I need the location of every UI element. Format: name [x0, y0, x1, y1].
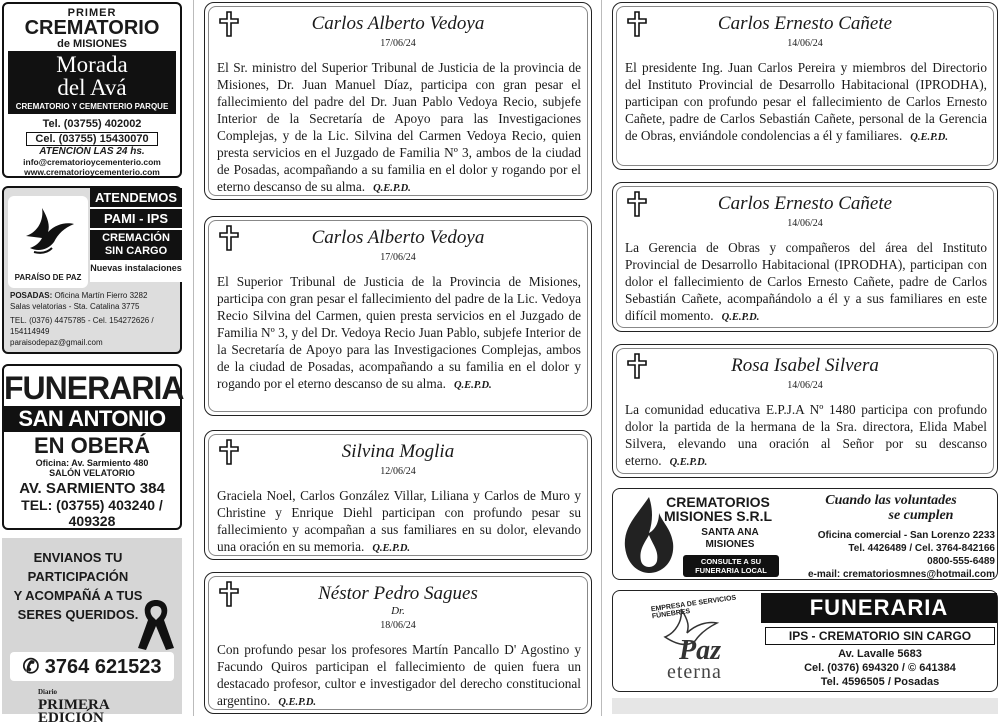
ad-primera-edicion[interactable] [2, 538, 182, 726]
qepd: Q.E.P.D. [278, 697, 317, 708]
qepd: Q.E.P.D. [373, 183, 411, 194]
ad-paraiso-de-paz[interactable] [2, 186, 182, 354]
ad-email: info@crematorioycementerio.com [23, 157, 161, 167]
primera-edicion-logo [38, 686, 110, 725]
ad-funeraria-paz-eterna[interactable] [612, 590, 998, 692]
ad-text: MISIONES [705, 539, 755, 550]
footer-band [612, 698, 998, 714]
notice-text: El presidente Ing. Juan Carlos Pereira y miembros del Directorio del Instituto Provincial de Desarrollo Habitacional (IPRODHA), participan con profundo pesar el fallecimiento de Carlos Ernesto Cañete, padre de Carlos Sebastián Cañete, personal de la Gerencia de Obras, enviándole condolencias a él y familiares. [625, 60, 987, 143]
ad-text: CONSULTE A SU [700, 557, 762, 566]
ad-text: POSADAS: [10, 291, 53, 300]
cross-icon [219, 225, 239, 251]
ad-text: se cumplen [888, 508, 954, 523]
cross-icon [627, 11, 647, 37]
ad-email: e-mail: crematoriosmnes@hotmail.com [807, 569, 995, 580]
column-divider [601, 0, 602, 716]
ad-text: PARTICIPACIÓN [27, 569, 129, 584]
ad-text: Salas velatorias - Sta. Catalina 3775 [10, 302, 140, 311]
obituary-notice [612, 344, 998, 478]
paraiso-logo [8, 196, 88, 288]
notice-name: Carlos Alberto Vedoya [311, 13, 485, 34]
ad-brand: Paz [679, 635, 721, 666]
notice-name: Néstor Pedro Sagues [318, 583, 478, 604]
ad-brand [657, 495, 779, 523]
ad-phone: Tel. 4426489 / Cel. 3764-842166 [848, 543, 995, 554]
obituary-notice [612, 182, 998, 332]
cross-icon [219, 11, 239, 37]
ad-phone: 3764 621523 [44, 656, 162, 678]
obituary-notice [204, 216, 592, 416]
obituary-notice [204, 430, 592, 560]
ad-brand: del Avá [57, 75, 127, 100]
ad-text: FUNERARIA LOCAL [695, 566, 767, 575]
ad-text: CREMATORIOS [666, 494, 770, 510]
ad-email: paraisodepaz@gmail.com [10, 338, 103, 347]
notice-body [625, 239, 987, 326]
notice-subtitle: Dr. [391, 605, 405, 617]
ad-text: Oficina: Av. Sarmiento 480 [35, 458, 149, 468]
ad-text: Cuando las voluntades [825, 493, 957, 508]
ad-address: Oficina comercial - San Lorenzo 2233 [817, 530, 995, 541]
ad-text: PAMI - IPS [90, 209, 182, 228]
ad-consult-badge [683, 555, 779, 577]
ad-text: MISIONES S.R.L [663, 508, 773, 524]
ad-phone: Tel. 4596505 / Posadas [820, 676, 940, 688]
notice-name: Carlos Alberto Vedoya [311, 227, 485, 248]
ad-text [90, 230, 182, 260]
notice-date: 14/06/24 [787, 380, 823, 391]
ad-text: CREMACIÓN [102, 232, 170, 244]
ad-text: SERES QUERIDOS. [17, 607, 139, 622]
column-divider [193, 0, 194, 716]
notice-date: 14/06/24 [787, 218, 823, 229]
ad-text: EMPRESA DE SERVICIOS FÚNEBRES [650, 594, 737, 621]
ad-brand-block [8, 51, 176, 114]
obituary-notice [204, 2, 592, 200]
dove-icon [18, 202, 78, 262]
ad-contact [773, 529, 995, 581]
qepd: Q.E.P.D. [372, 543, 411, 554]
ad-text: Diario [38, 688, 58, 696]
ad-crematorios-misiones[interactable] [612, 488, 998, 580]
left-ads-column [0, 0, 184, 726]
notice-date: 17/06/24 [380, 252, 416, 263]
ad-address: AV. SARMIENTO 384 [19, 480, 165, 497]
notice-body [217, 641, 581, 711]
cross-icon [627, 191, 647, 217]
ad-website: www.crematorioycementerio.com [24, 167, 160, 177]
ad-phone: Cel. (0376) 694320 / © 641384 [804, 662, 956, 674]
notice-text: El Superior Tribunal de Justicia de la Provincia de Misiones, participa con gran pesar el fallecimiento del padre de la Lic. Vedoya Recio Silvina del Carmen, quien presta servicios en el Juzgado de Familia Nº 3, y del Dr. Vedoya Recio Juan Pablo, subjefe Interior de la Secretaría de Apoyo para las Investigaciones Complejas, ambos de la ciudad de Posadas, acompañando a su familia en el dolor y rogando por el eterno descanso de su alma. [217, 274, 581, 391]
notice-date: 12/06/24 [380, 466, 416, 477]
notice-date: 18/06/24 [380, 620, 416, 631]
cross-icon [627, 353, 647, 379]
ad-tagline: CREMATORIO Y CEMENTERIO PARQUE [15, 102, 169, 111]
notice-text: El Sr. ministro del Superior Tribunal de Justicia de la provincia de Misiones, Dr. Juan Manuel Díaz, participa con gran pesar el fallecimiento del padre del Dr. Juan Pablo Vedoya Recio, subjefe Interior de la Secretaría de Apoyo para las Investigaciones Complejas, y de la Lic. Silvina del Carmen Vedoya Recio, quien presta servicios en el Juzgado de Familia Nº 3, ambos de la ciudad de Posadas, acompañando a su familia en el dolor y rogando por el eterno descanso de su alma. [217, 60, 581, 194]
notice-date: 14/06/24 [787, 38, 823, 49]
obituary-notice [612, 2, 998, 170]
paraiso-offer [90, 188, 182, 282]
ad-location [685, 527, 775, 551]
ad-text: EDICIÓN [38, 710, 104, 726]
obituary-notice [204, 572, 592, 714]
notice-name: Rosa Isabel Silvera [731, 355, 879, 376]
ad-contact [765, 647, 995, 689]
cross-icon [219, 439, 239, 465]
ad-brand: eterna [667, 661, 722, 683]
ad-funeraria-san-antonio[interactable] [2, 364, 182, 530]
ad-text: SIN CARGO [104, 245, 168, 257]
ad-cell: Cel. (03755) 15430070 [26, 132, 158, 146]
notice-date: 17/06/24 [380, 38, 416, 49]
notice-body [217, 59, 581, 197]
cross-icon [219, 581, 239, 607]
ad-address: Av. Lavalle 5683 [838, 648, 922, 660]
ad-message [8, 548, 148, 624]
notice-name: Silvina Moglia [341, 441, 455, 462]
ad-text: PRIMERA [38, 697, 110, 713]
notice-name: Carlos Ernesto Cañete [717, 193, 893, 214]
notice-text: La comunidad educativa E.P.J.A Nº 1480 participa con profundo dolor la partida de la hermana de la Sra. directora, Elida Mabel Silvera, elevando una oración al Señor por su descanso eterno. [625, 402, 987, 468]
notice-text: La Gerencia de Obras y compañeros del área del Instituto Provincial de Desarrollo Habitacional (IPRODHA), participan con dolor el fallecimiento de Carlos Ernesto Cañete, padre de Carlos Sebastián Cañete, acompañándolo a él y a sus familiares en este difícil momento. [625, 240, 987, 323]
ad-text: FUNERARIA [761, 593, 997, 623]
ad-text: EN OBERÁ [33, 433, 151, 458]
notices-column-middle [202, 0, 594, 716]
notice-body [625, 59, 987, 146]
notice-body [217, 487, 581, 557]
ad-brand: SAN ANTONIO [4, 406, 180, 432]
notice-body [217, 273, 581, 394]
ad-phone: Tel. (03755) 402002 [42, 118, 142, 130]
notice-name: Carlos Ernesto Cañete [717, 13, 893, 34]
ad-text: Y ACOMPAÑÁ A TUS [13, 588, 143, 603]
whatsapp-icon: ✆ [22, 656, 40, 678]
notice-body [625, 401, 987, 471]
ad-phone: TEL. (0376) 4475785 - Cel. 154272626 / 154114949 [10, 316, 154, 336]
ad-hours: ATENCIÓN LAS 24 hs. [39, 146, 145, 157]
whatsapp-phone[interactable] [10, 652, 174, 681]
paraiso-contact [4, 288, 180, 350]
qepd: Q.E.P.D. [910, 132, 949, 143]
ad-text: CREMATORIO [24, 17, 160, 39]
qepd: Q.E.P.D. [669, 457, 708, 468]
ad-phone: 0800-555-6489 [927, 556, 995, 567]
ad-brand: Morada [56, 52, 128, 77]
ad-text: Oficina Martín Fierro 3282 [54, 291, 148, 300]
ad-text: Nuevas instalaciones [90, 263, 182, 273]
ad-phone: TEL: (03755) 403240 / 409328 [21, 497, 163, 529]
mourning-ribbon-icon [136, 598, 176, 660]
paraiso-logo-text: PARAÍSO DE PAZ [14, 273, 82, 282]
ad-text: SALÓN VELATORIO [49, 468, 135, 478]
ad-text: de MISIONES [57, 38, 127, 50]
ad-text: SANTA ANA [701, 527, 759, 538]
ad-text: ENVIANOS TU [33, 550, 123, 565]
ad-text: IPS - CREMATORIO SIN CARGO [765, 627, 995, 645]
ad-slogan [785, 493, 997, 523]
ad-text: FUNERARIA [4, 370, 184, 406]
qepd: Q.E.P.D. [453, 380, 492, 391]
notice-text: Graciela Noel, Carlos González Villar, Liliana y Carlos de Muro y Christine y Enrique Diehl participan con profundo pesar su fallecimiento y acompañan a sus familiares en su dolor, elevando una oración en su memoria. [217, 488, 581, 554]
paz-eterna-logo [621, 594, 757, 687]
ad-text: PRIMER [67, 7, 117, 19]
qepd: Q.E.P.D. [721, 312, 760, 323]
ad-morada-del-ava[interactable] [2, 2, 182, 178]
notice-text: Con profundo pesar los profesores Martín Pancallo D' Agostino y Facundo Quiros participan el fallecimiento de quien fuera un destacado profesor, cultor e investigador del derecho constitucional argentino. [217, 642, 581, 708]
ad-text: ATENDEMOS [90, 188, 182, 207]
